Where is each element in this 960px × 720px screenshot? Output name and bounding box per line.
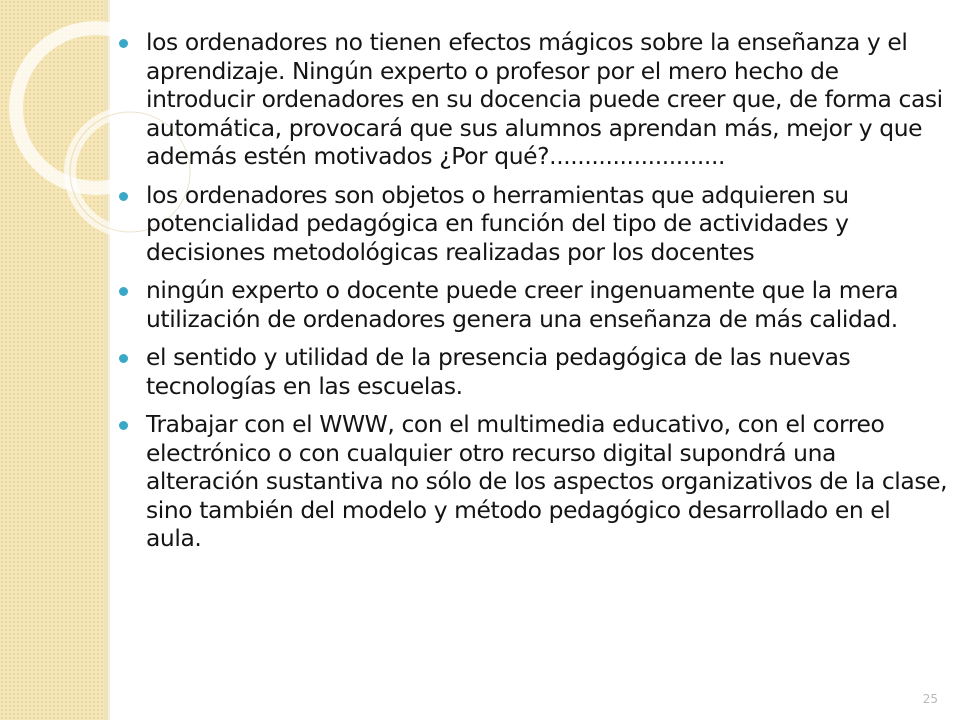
bullet-list xyxy=(118,28,950,553)
bullet-text: los ordenadores son objetos o herramientas que adquieren su potencialidad pedagógica en función del tipo de actividades y decisiones metodológicas realizadas por los docentes xyxy=(146,180,849,266)
slide-body xyxy=(118,28,950,563)
bullet-item xyxy=(118,343,950,400)
bullet-dot-icon xyxy=(119,39,128,48)
bullet-item xyxy=(118,28,950,171)
bullet-dot-icon xyxy=(119,354,128,363)
bullet-text: ningún experto o docente puede creer ingenuamente que la mera utilización de ordenadores genera una enseñanza de más calidad. xyxy=(146,276,899,333)
bullet-dot-icon xyxy=(119,421,128,430)
page-number: 25 xyxy=(922,692,938,706)
bullet-text: los ordenadores no tienen efectos mágicos sobre la enseñanza y el aprendizaje. Ningún experto o profesor por el mero hecho de introducir ordenadores en su docencia puede creer que, de forma casi automática, provocará que sus alumnos aprendan más, mejor y que además estén motivados ¿Por qué?......................... xyxy=(146,28,943,170)
bullet-item xyxy=(118,181,950,267)
bullet-dot-icon xyxy=(119,287,128,296)
bullet-text: el sentido y utilidad de la presencia pedagógica de las nuevas tecnologías en las escuelas. xyxy=(146,343,851,400)
bullet-item xyxy=(118,410,950,553)
bullet-item xyxy=(118,276,950,333)
bullet-text: Trabajar con el WWW, con el multimedia educativo, con el correo electrónico o con cualquier otro recurso digital supondrá una alteración sustantiva no sólo de los aspectos organizativos de la clase, sino también del modelo y método pedagógico desarrollado en el aula. xyxy=(146,410,948,552)
bullet-dot-icon xyxy=(119,192,128,201)
